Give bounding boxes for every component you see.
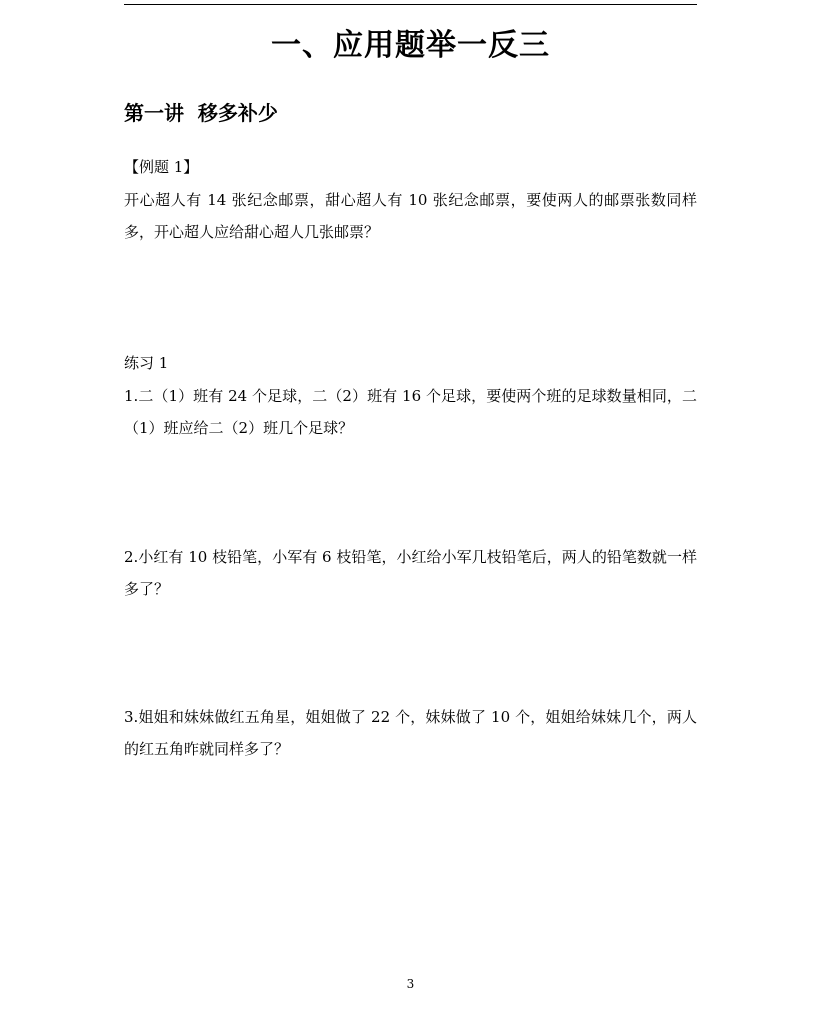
example-problem — [124, 184, 697, 248]
lecture-title: 第一讲 移多补少 — [124, 101, 278, 125]
example-label: 【例题 1】 — [124, 158, 199, 176]
practice-label: 练习 1 — [124, 354, 169, 372]
chapter-title: 一、应用题举一反三 — [271, 28, 550, 63]
practice-section — [124, 352, 697, 374]
example-section — [124, 156, 697, 178]
page-number: 3 — [406, 977, 415, 991]
problem-text: 1.二（1）班有 24 个足球，二（2）班有 16 个足球，要使两个班的足球数量相同，二（1）班应给二（2）班几个足球？ — [124, 387, 697, 437]
practice-problem-2 — [124, 541, 697, 605]
example-text: 开心超人有 14 张纪念邮票，甜心超人有 10 张纪念邮票，要使两人的邮票张数同样多，开心超人应给甜心超人几张邮票？ — [124, 191, 697, 241]
practice-problem-1 — [124, 380, 697, 444]
problem-text: 3.姐姐和妹妹做红五角星，姐姐做了 22 个，妹妹做了 10 个，姐姐给妹妹几个，两人的红五角昨就同样多了？ — [124, 708, 697, 758]
problem-text: 2.小红有 10 枝铅笔，小军有 6 枝铅笔，小红给小军几枝铅笔后，两人的铅笔数就一样多了？ — [124, 548, 697, 598]
header-rule — [124, 4, 697, 5]
practice-problem-3 — [124, 701, 697, 765]
